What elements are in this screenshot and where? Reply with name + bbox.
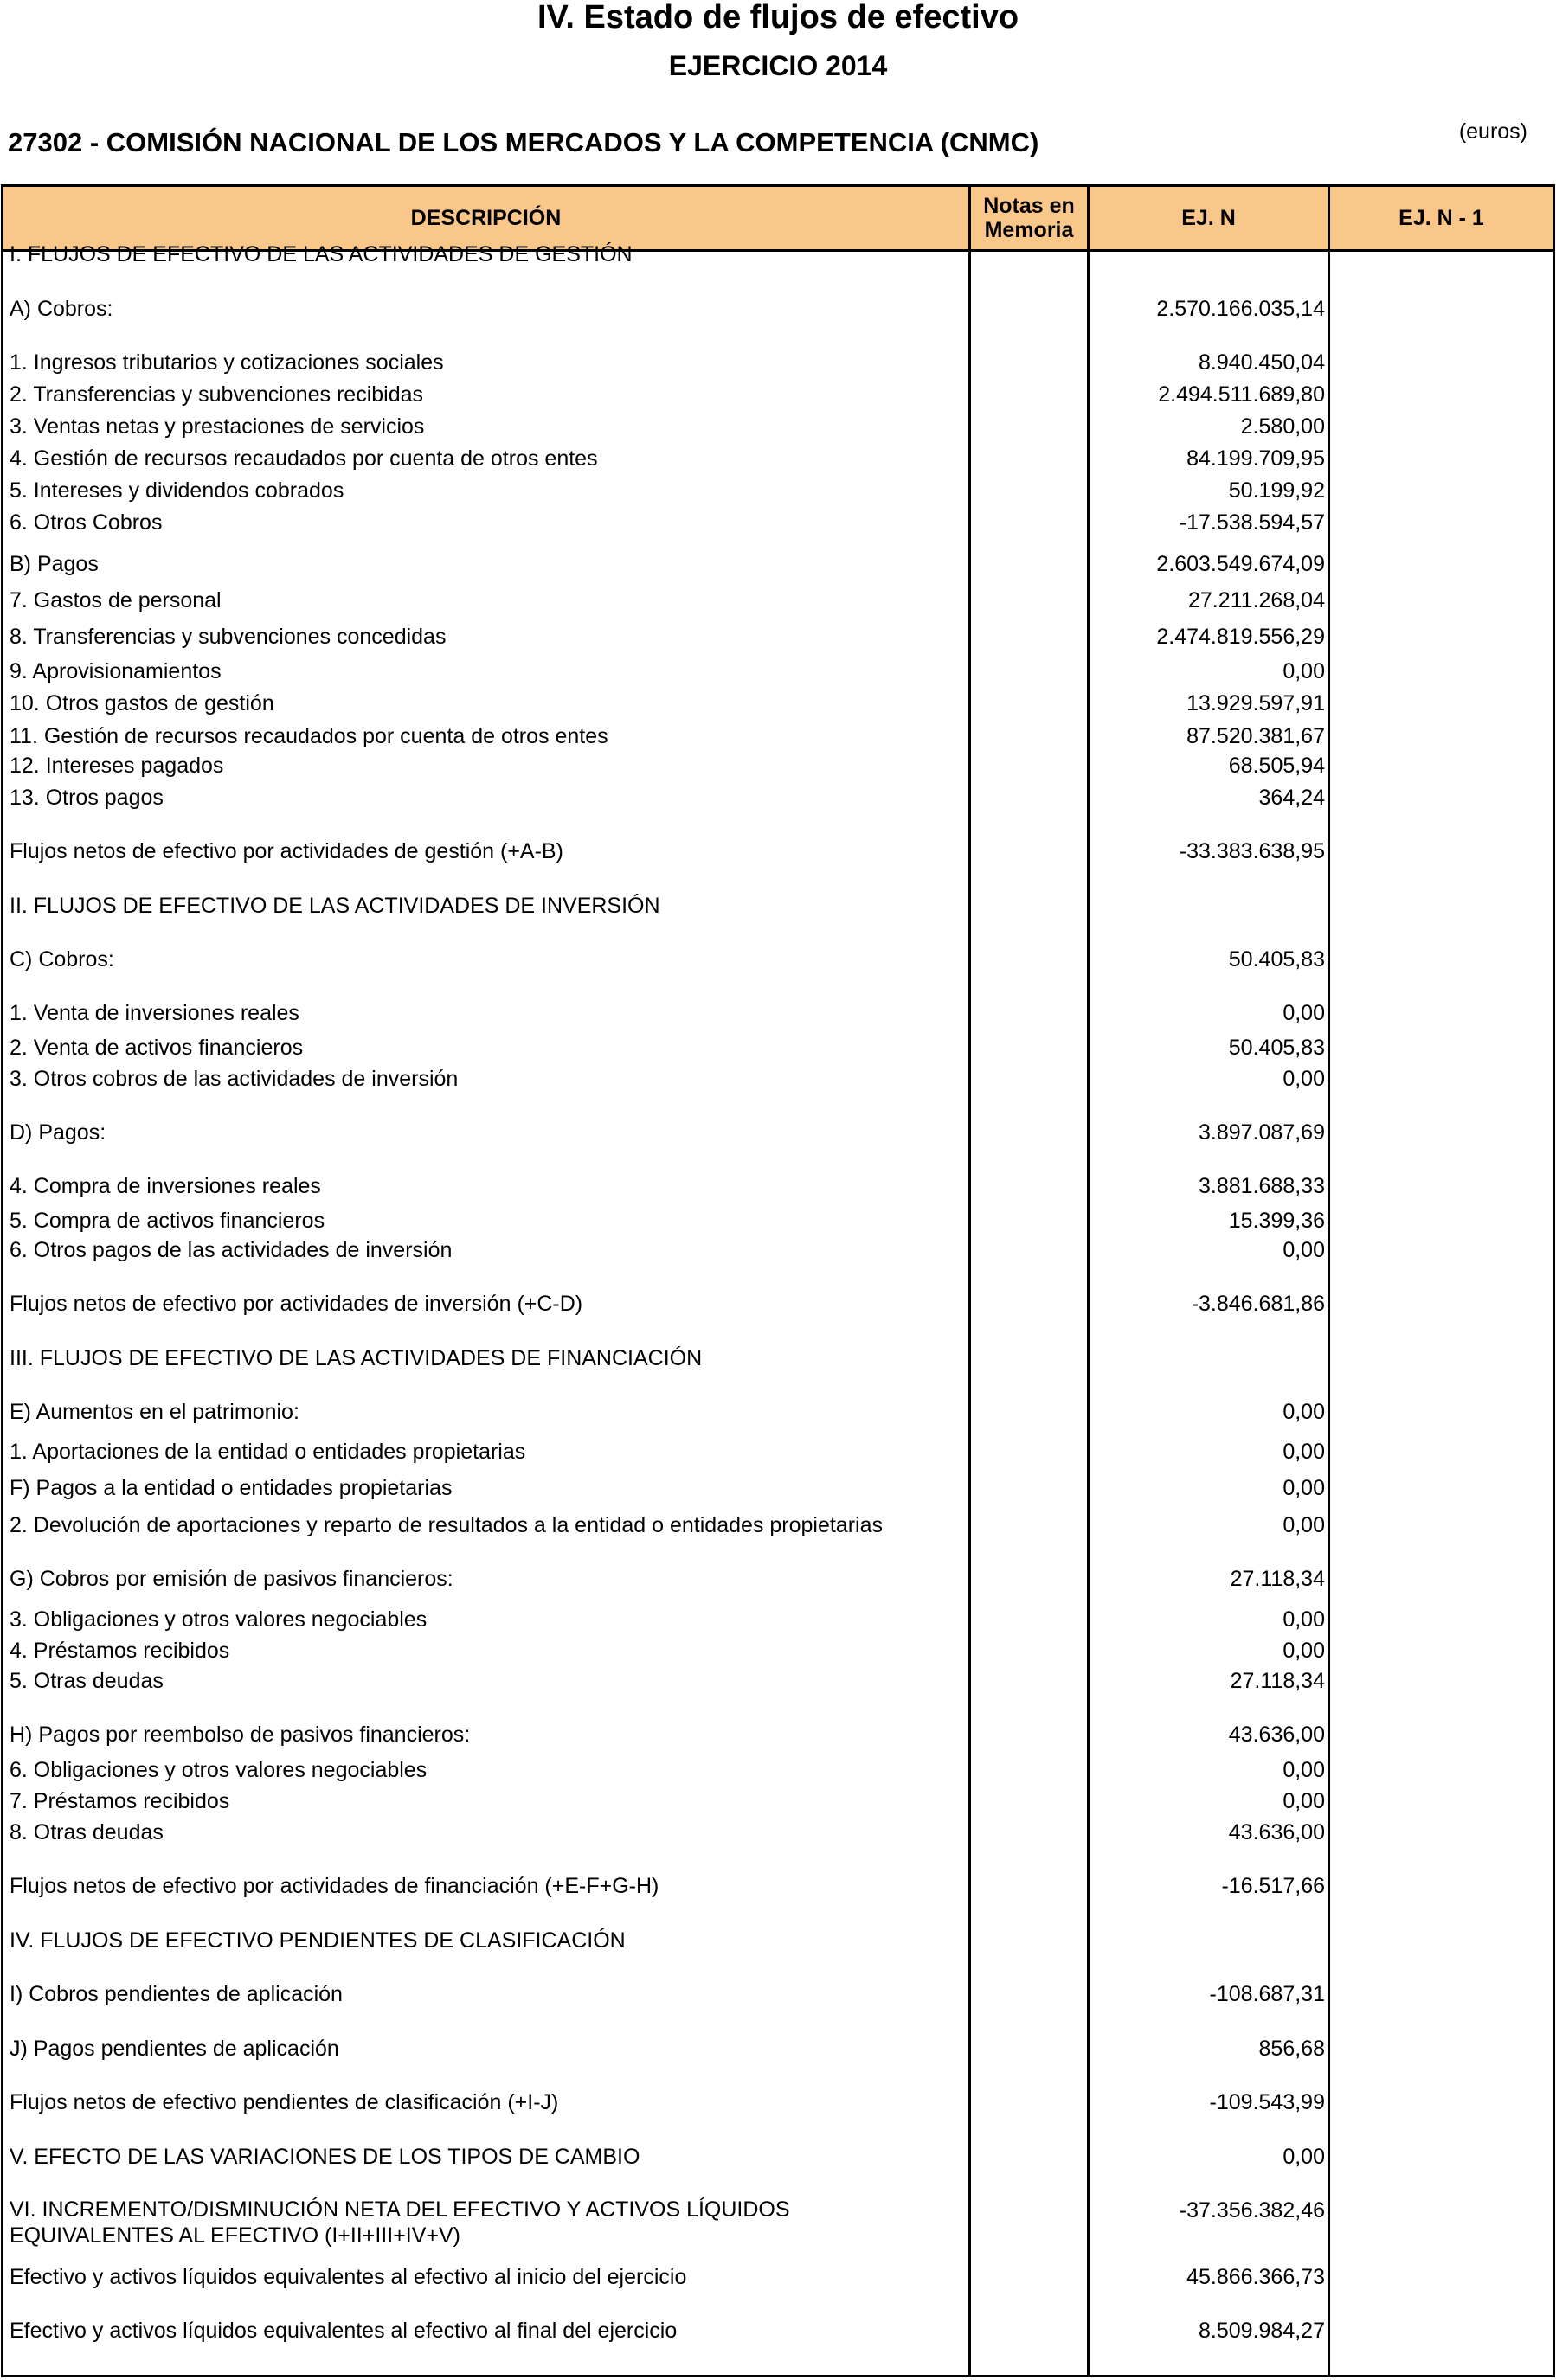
table-row [3, 241, 1553, 270]
row-description: VI. INCREMENTO/DISMINUCIÓN NETA DEL EFECTIVO Y ACTIVOS LÍQUIDOS EQUIVALENTES AL EFECTIVO (I+II+III+IV+V) [10, 2197, 790, 2248]
table-row [3, 1872, 1553, 1902]
row-value-ej-n: 0,00 [1283, 1001, 1325, 1025]
row-description: IV. FLUJOS DE EFECTIVO PENDIENTES DE CLASIFICACIÓN [10, 1928, 626, 1953]
row-value-ej-n: 0,00 [1283, 1476, 1325, 1500]
row-description: C) Cobros: [10, 947, 114, 972]
row-description: II. FLUJOS DE EFECTIVO DE LAS ACTIVIDADES DE INVERSIÓN [10, 894, 660, 918]
page-subtitle: EJERCICIO 2014 [668, 50, 888, 81]
row-value-ej-n: 87.520.381,67 [1186, 724, 1325, 748]
row-value-ej-n: 0,00 [1283, 1639, 1325, 1663]
row-value-ej-n: 3.897.087,69 [1199, 1120, 1325, 1145]
row-description: 3. Otros cobros de las actividades de inversión [10, 1067, 459, 1091]
table-row [3, 1290, 1553, 1319]
row-description: 12. Intereses pagados [10, 754, 224, 778]
table-row [3, 999, 1553, 1029]
table-row [3, 946, 1553, 975]
table-row [3, 2088, 1553, 2118]
row-value-ej-n: 0,00 [1283, 1789, 1325, 1813]
row-value-ej-n: 2.603.549.674,09 [1156, 552, 1325, 576]
row-description: 5. Otras deudas [10, 1669, 164, 1693]
table-row [3, 1236, 1553, 1266]
row-value-ej-n: 0,00 [1283, 1400, 1325, 1424]
table-row [3, 623, 1553, 652]
row-value-ej-n: 45.866.366,73 [1186, 2265, 1325, 2289]
table-row [3, 509, 1553, 538]
row-value-ej-n: -108.687,31 [1209, 1982, 1325, 2006]
table-row [3, 1398, 1553, 1427]
row-description: I. FLUJOS DE EFECTIVO DE LAS ACTIVIDADES DE GESTIÓN [10, 242, 633, 266]
column-header-ej-n1: EJ. N - 1 [1398, 206, 1484, 230]
row-description: G) Cobros por emisión de pasivos financieros: [10, 1567, 453, 1591]
row-description: A) Cobros: [10, 297, 113, 321]
row-description: 13. Otros pagos [10, 786, 164, 810]
row-description: 10. Otros gastos de gestión [10, 691, 274, 715]
table-row [3, 1667, 1553, 1697]
row-description: Efectivo y activos líquidos equivalentes al efectivo al inicio del ejercicio [10, 2265, 687, 2289]
entity-heading: 27302 - COMISIÓN NACIONAL DE LOS MERCADOS Y LA COMPETENCIA (CNMC) [8, 127, 1039, 157]
table-row [3, 587, 1553, 616]
row-value-ej-n: 3.881.688,33 [1199, 1174, 1325, 1198]
row-description: III. FLUJOS DE EFECTIVO DE LAS ACTIVIDADES DE FINANCIACIÓN [10, 1346, 703, 1370]
row-value-ej-n: 364,24 [1258, 786, 1325, 810]
row-value-ej-n: 50.405,83 [1228, 947, 1325, 972]
row-value-ej-n: 856,68 [1258, 2037, 1325, 2061]
row-value-ej-n: 13.929.597,91 [1186, 691, 1325, 715]
table-row [3, 1787, 1553, 1817]
table-row [3, 550, 1553, 580]
row-value-ej-n: -3.846.681,86 [1191, 1292, 1325, 1316]
table-row [3, 1927, 1553, 1956]
row-description: D) Pagos: [10, 1120, 106, 1145]
row-value-ej-n: 84.199.709,95 [1186, 446, 1325, 471]
row-description: 3. Obligaciones y otros valores negociables [10, 1607, 428, 1632]
row-value-ej-n: 15.399,36 [1228, 1209, 1325, 1233]
row-value-ej-n: -37.356.382,46 [1179, 2198, 1325, 2223]
table-row [3, 1819, 1553, 1848]
row-value-ej-n: 8.940.450,04 [1199, 350, 1325, 375]
row-value-ej-n: 8.509.984,27 [1199, 2319, 1325, 2343]
row-description: 11. Gestión de recursos recaudados por cuenta de otros entes [10, 724, 608, 748]
row-value-ej-n: 2.580,00 [1240, 414, 1325, 439]
column-header-descripcion: DESCRIPCIÓN [410, 206, 562, 230]
row-description: H) Pagos por reembolso de pasivos financieros: [10, 1722, 471, 1747]
page-title: IV. Estado de flujos de efectivo [537, 0, 1019, 35]
table-row [3, 2317, 1553, 2346]
row-description: I) Cobros pendientes de aplicación [10, 1982, 343, 2006]
table-row [3, 1034, 1553, 1063]
row-value-ej-n: 2.570.166.035,14 [1156, 297, 1325, 321]
row-description: 2. Venta de activos financieros [10, 1036, 304, 1060]
table-row [3, 1756, 1553, 1786]
table-row [3, 892, 1553, 921]
row-value-ej-n: 43.636,00 [1228, 1722, 1325, 1747]
table-row [3, 1344, 1553, 1374]
row-description: 7. Gastos de personal [10, 588, 222, 613]
row-value-ej-n: 27.211.268,04 [1187, 588, 1325, 613]
row-description: E) Aumentos en el patrimonio: [10, 1400, 299, 1424]
row-description: Flujos netos de efectivo por actividades de gestión (+A-B) [10, 839, 563, 863]
row-description: 8. Transferencias y subvenciones concedidas [10, 625, 447, 649]
table-row [3, 1119, 1553, 1148]
row-description: 6. Obligaciones y otros valores negociables [10, 1758, 428, 1782]
row-value-ej-n: 2.494.511.689,80 [1158, 382, 1325, 407]
table-row [3, 295, 1553, 324]
table-row [3, 1065, 1553, 1094]
table-row [3, 1438, 1553, 1467]
units-label: (euros) [1458, 119, 1527, 144]
row-value-ej-n: 68.505,94 [1228, 754, 1325, 778]
table-row [3, 1980, 1553, 2010]
row-value-ej-n: 0,00 [1283, 1513, 1325, 1537]
table-row [3, 2263, 1553, 2293]
row-value-ej-n: 43.636,00 [1228, 1820, 1325, 1844]
table-row [3, 2197, 1553, 2248]
row-description: 4. Compra de inversiones reales [10, 1174, 321, 1198]
table-row [3, 477, 1553, 506]
table-row [3, 1172, 1553, 1202]
table-row [3, 2143, 1553, 2172]
row-value-ej-n: 0,00 [1283, 2145, 1325, 2169]
table-row [3, 1721, 1553, 1750]
row-description: 2. Transferencias y subvenciones recibidas [10, 382, 424, 407]
row-description: 1. Aportaciones de la entidad o entidades propietarias [10, 1440, 526, 1464]
row-description: 5. Intereses y dividendos cobrados [10, 478, 344, 503]
table-row [3, 837, 1553, 867]
row-description: 9. Aprovisionamientos [10, 659, 222, 683]
row-description: 1. Venta de inversiones reales [10, 1001, 299, 1025]
row-description: Efectivo y activos líquidos equivalentes al efectivo al final del ejercicio [10, 2319, 678, 2343]
table-row [3, 1565, 1553, 1594]
row-description: B) Pagos [10, 552, 99, 576]
table-row [3, 1207, 1553, 1236]
row-description: 4. Gestión de recursos recaudados por cuenta de otros entes [10, 446, 598, 471]
table-row [3, 1637, 1553, 1666]
table-row [3, 752, 1553, 781]
row-value-ej-n: -16.517,66 [1221, 1874, 1325, 1898]
row-value-ej-n: -17.538.594,57 [1179, 510, 1325, 535]
row-value-ej-n: 0,00 [1283, 1758, 1325, 1782]
row-description: 1. Ingresos tributarios y cotizaciones sociales [10, 350, 444, 375]
row-description: J) Pagos pendientes de aplicación [10, 2037, 339, 2061]
column-header-notas: Notas en Memoria [983, 194, 1075, 242]
row-description: Flujos netos de efectivo pendientes de clasificación (+I-J) [10, 2090, 559, 2114]
row-description: 8. Otras deudas [10, 1820, 164, 1844]
row-value-ej-n: 0,00 [1283, 1607, 1325, 1632]
row-description: 6. Otros pagos de las actividades de inversión [10, 1238, 453, 1262]
row-value-ej-n: 0,00 [1283, 1440, 1325, 1464]
row-value-ej-n: 50.199,92 [1228, 478, 1325, 503]
table-row [3, 722, 1553, 752]
row-value-ej-n: 27.118,34 [1230, 1669, 1325, 1693]
row-value-ej-n: 0,00 [1283, 1067, 1325, 1091]
column-header-ej-n: EJ. N [1181, 206, 1236, 230]
row-value-ej-n: -33.383.638,95 [1179, 839, 1325, 863]
table-row [3, 658, 1553, 687]
table-row [3, 1511, 1553, 1541]
table-row [3, 1474, 1553, 1504]
row-value-ej-n: -109.543,99 [1209, 2090, 1325, 2114]
table-row [3, 784, 1553, 813]
row-value-ej-n: 0,00 [1283, 1238, 1325, 1262]
table-row [3, 1606, 1553, 1635]
row-description: F) Pagos a la entidad o entidades propietarias [10, 1476, 453, 1500]
row-description: 5. Compra de activos financieros [10, 1209, 325, 1233]
row-value-ej-n: 0,00 [1283, 659, 1325, 683]
row-description: 7. Préstamos recibidos [10, 1789, 230, 1813]
row-description: 2. Devolución de aportaciones y reparto de resultados a la entidad o entidades propietarias [10, 1513, 883, 1537]
row-description: 6. Otros Cobros [10, 510, 163, 535]
row-description: 3. Ventas netas y prestaciones de servicios [10, 414, 425, 439]
row-description: Flujos netos de efectivo por actividades de inversión (+C-D) [10, 1292, 583, 1316]
table-row [3, 2035, 1553, 2064]
row-value-ej-n: 27.118,34 [1230, 1567, 1325, 1591]
row-value-ej-n: 2.474.819.556,29 [1156, 625, 1325, 649]
table-row [3, 690, 1553, 719]
table-row [3, 445, 1553, 474]
row-description: Flujos netos de efectivo por actividades de financiación (+E-F+G-H) [10, 1874, 659, 1898]
table-row [3, 381, 1553, 410]
row-value-ej-n: 50.405,83 [1228, 1036, 1325, 1060]
row-description: V. EFECTO DE LAS VARIACIONES DE LOS TIPOS DE CAMBIO [10, 2145, 640, 2169]
row-description: 4. Préstamos recibidos [10, 1639, 230, 1663]
cash-flow-table [1, 184, 1555, 2377]
table-row [3, 349, 1553, 378]
table-row [3, 413, 1553, 442]
